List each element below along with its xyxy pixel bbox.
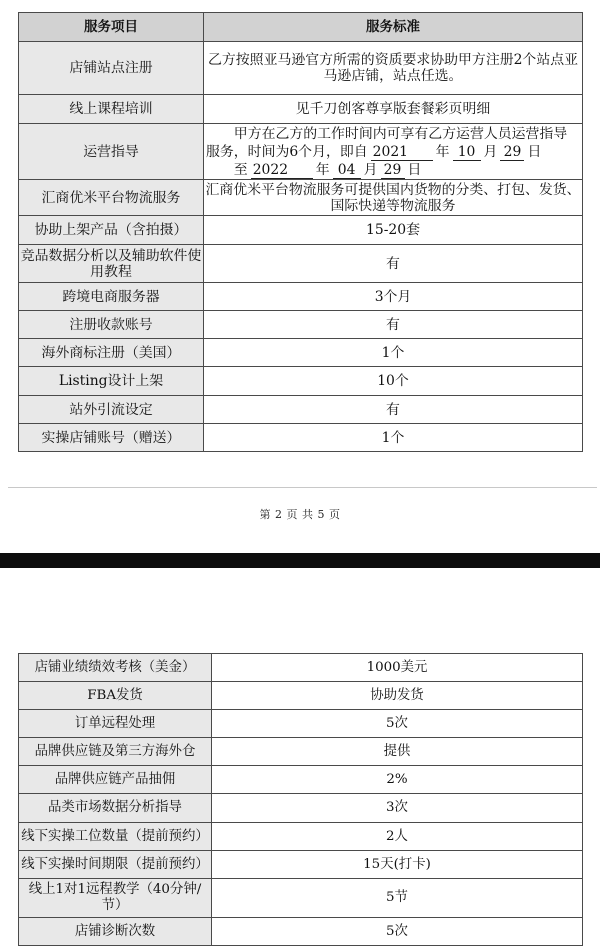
year-unit: 年 <box>435 143 450 160</box>
service-standard: 1个 <box>204 339 582 366</box>
service-item: 汇商优米平台物流服务 <box>19 180 203 215</box>
service-table-upper <box>18 12 583 452</box>
service-item: Listing设计上架 <box>19 367 203 395</box>
service-standard: 有 <box>204 245 582 282</box>
operation-guidance-lead: 甲方在乙方的工作时间内可享有乙方运营人员运营指导服务，时间为6个月，即自 <box>206 125 568 160</box>
service-item: 品牌供应链及第三方海外仓 <box>19 738 211 765</box>
service-item: 实操店铺账号（赠送） <box>19 424 203 451</box>
end-day: 29 <box>381 163 405 179</box>
year-unit: 年 <box>315 161 330 178</box>
operation-guidance-text <box>206 125 572 179</box>
service-standard: 1000美元 <box>212 654 582 681</box>
service-standard: 见千刀创客尊享版套餐彩页明细 <box>204 95 582 123</box>
service-item: 竞品数据分析以及辅助软件使用教程 <box>19 245 203 282</box>
service-item: 品牌供应链产品抽佣 <box>19 766 211 793</box>
service-item: 线下实操时间期限（提前预约） <box>19 851 211 878</box>
service-standard: 15天(打卡) <box>212 851 582 878</box>
day-unit: 日 <box>527 143 542 160</box>
end-month: 04 <box>333 163 361 179</box>
service-standard: 协助发货 <box>212 682 582 709</box>
operation-guidance-standard <box>204 124 582 179</box>
service-standard: 3次 <box>212 794 582 822</box>
service-table-lower <box>18 653 583 946</box>
table-header-standard: 服务标准 <box>204 13 582 41</box>
service-item: 店铺业绩绩效考核（美金） <box>19 654 211 681</box>
service-standard: 2人 <box>212 823 582 850</box>
service-item: 品类市场数据分析指导 <box>19 794 211 822</box>
table-header-item: 服务项目 <box>19 13 203 41</box>
start-month: 10 <box>453 145 481 161</box>
service-standard: 提供 <box>212 738 582 765</box>
service-standard: 乙方按照亚马逊官方所需的资质要求协助甲方注册2个站点亚马逊店铺，站点任选。 <box>204 42 582 94</box>
day-unit: 日 <box>407 161 422 178</box>
operation-guidance-period-end <box>206 161 572 179</box>
service-standard: 5次 <box>212 918 582 945</box>
service-item: 线下实操工位数量（提前预约） <box>19 823 211 850</box>
service-standard: 2% <box>212 766 582 793</box>
service-standard: 5次 <box>212 710 582 737</box>
service-item: 注册收款账号 <box>19 311 203 338</box>
service-standard: 汇商优米平台物流服务可提供国内货物的分类、打包、发货、国际快递等物流服务 <box>205 181 581 214</box>
start-year: 2021 <box>371 145 433 161</box>
operation-guidance-period-start <box>206 125 572 161</box>
service-item: 站外引流设定 <box>19 396 203 423</box>
page-number: 第 2 页 共 5 页 <box>259 508 341 521</box>
service-standard: 15-20套 <box>204 216 582 244</box>
to-label: 至 <box>233 161 248 178</box>
service-standard: 10个 <box>204 367 582 395</box>
service-standard: 有 <box>204 311 582 338</box>
service-item: 店铺诊断次数 <box>19 918 211 945</box>
month-unit: 月 <box>363 161 378 178</box>
month-unit: 月 <box>483 143 498 160</box>
service-standard: 3个月 <box>204 283 582 310</box>
service-standard: 5节 <box>212 879 582 917</box>
service-item: 店铺站点注册 <box>19 42 203 94</box>
start-day: 29 <box>500 145 524 161</box>
service-standard: 1个 <box>204 424 582 451</box>
service-item: 协助上架产品（含拍摄） <box>19 216 203 244</box>
service-item: 订单远程处理 <box>19 710 211 737</box>
service-item: 线上课程培训 <box>19 95 203 123</box>
page-separator <box>0 553 600 568</box>
service-item: 海外商标注册（美国） <box>19 339 203 366</box>
service-standard: 有 <box>204 396 582 423</box>
end-year: 2022 <box>251 163 313 179</box>
footer-divider <box>8 487 597 488</box>
service-item: FBA发货 <box>19 682 211 709</box>
service-item: 线上1对1远程教学（40分钟/节） <box>19 879 211 917</box>
service-item: 运营指导 <box>19 124 203 179</box>
service-item: 跨境电商服务器 <box>19 283 203 310</box>
